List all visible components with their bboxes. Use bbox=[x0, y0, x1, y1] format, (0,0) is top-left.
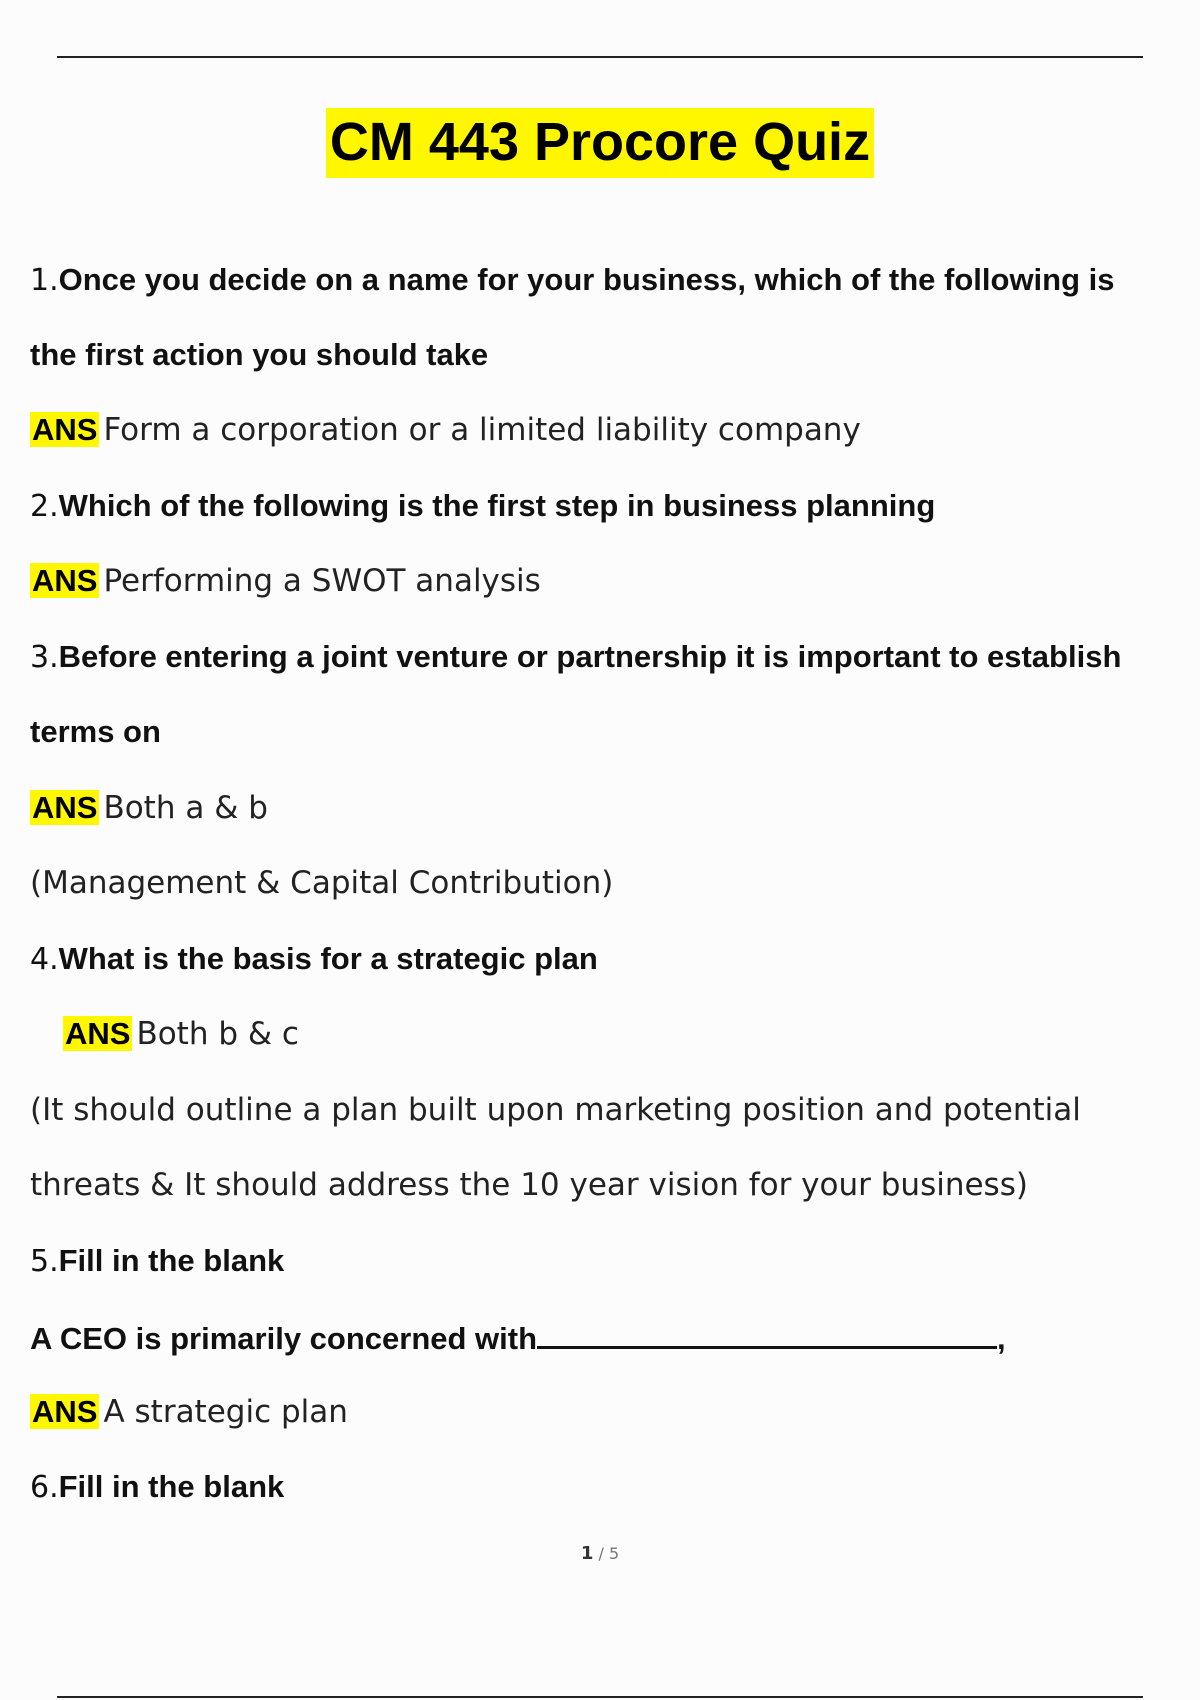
question-number: 4. bbox=[30, 942, 59, 977]
question-number: 3. bbox=[30, 640, 59, 675]
explanation-4 bbox=[30, 1090, 1081, 1130]
question-5 bbox=[30, 1241, 284, 1281]
question-text: What is the basis for a strategic plan bbox=[58, 941, 598, 976]
question-text: Which of the following is the first step in business planning bbox=[58, 488, 936, 523]
question-number: 2. bbox=[30, 489, 59, 524]
question-number: 5. bbox=[30, 1244, 59, 1279]
explanation-text: threats & It should address the 10 year vision for your business) bbox=[30, 1167, 1028, 1203]
fill-in-blank-line bbox=[537, 1316, 997, 1349]
question-number: 6. bbox=[30, 1470, 59, 1505]
ans-label: ANS bbox=[32, 563, 98, 598]
answer-4 bbox=[63, 1014, 299, 1054]
page-indicator bbox=[0, 1543, 1200, 1564]
question-text: terms on bbox=[30, 714, 161, 749]
explanation-text: (It should outline a plan built upon marketing position and potential bbox=[30, 1092, 1081, 1128]
ans-label: ANS bbox=[32, 790, 98, 825]
ans-label: ANS bbox=[32, 412, 98, 447]
answer-1 bbox=[30, 410, 861, 450]
total-pages: 5 bbox=[608, 1544, 620, 1563]
answer-3 bbox=[30, 788, 268, 828]
answer-text: Both b & c bbox=[136, 1016, 299, 1052]
answer-text: Form a corporation or a limited liability company bbox=[103, 412, 861, 448]
ans-label: ANS bbox=[32, 1394, 98, 1429]
question-1-cont bbox=[30, 335, 488, 375]
question-5-cont bbox=[30, 1316, 1006, 1356]
explanation-text: (Management & Capital Contribution) bbox=[30, 865, 614, 901]
question-text-end: , bbox=[997, 1321, 1006, 1356]
question-3 bbox=[30, 637, 1121, 677]
question-text: the first action you should take bbox=[30, 337, 489, 372]
question-1 bbox=[30, 260, 1115, 300]
answer-5 bbox=[30, 1392, 348, 1432]
question-text: Once you decide on a name for your business, which of the following is bbox=[58, 262, 1115, 297]
bottom-rule bbox=[57, 1696, 1143, 1698]
answer-text: A strategic plan bbox=[103, 1394, 348, 1430]
current-page: 1 bbox=[580, 1543, 594, 1564]
question-text: Fill in the blank bbox=[58, 1243, 285, 1278]
explanation-4-cont bbox=[30, 1165, 1028, 1205]
question-3-cont bbox=[30, 712, 161, 752]
question-4 bbox=[30, 939, 598, 979]
question-2 bbox=[30, 486, 935, 526]
question-text: A CEO is primarily concerned with bbox=[30, 1321, 538, 1356]
question-text: Before entering a joint venture or partnership it is important to establish bbox=[58, 639, 1122, 674]
question-number: 1. bbox=[30, 263, 59, 298]
page-separator: / bbox=[598, 1544, 604, 1563]
answer-text: Both a & b bbox=[103, 790, 268, 826]
question-6 bbox=[30, 1467, 284, 1507]
explanation-3 bbox=[30, 863, 613, 903]
ans-label: ANS bbox=[65, 1016, 131, 1051]
answer-text: Performing a SWOT analysis bbox=[103, 563, 541, 599]
question-text: Fill in the blank bbox=[58, 1469, 285, 1504]
answer-2 bbox=[30, 561, 541, 601]
document-title: CM 443 Procore Quiz bbox=[326, 108, 874, 178]
